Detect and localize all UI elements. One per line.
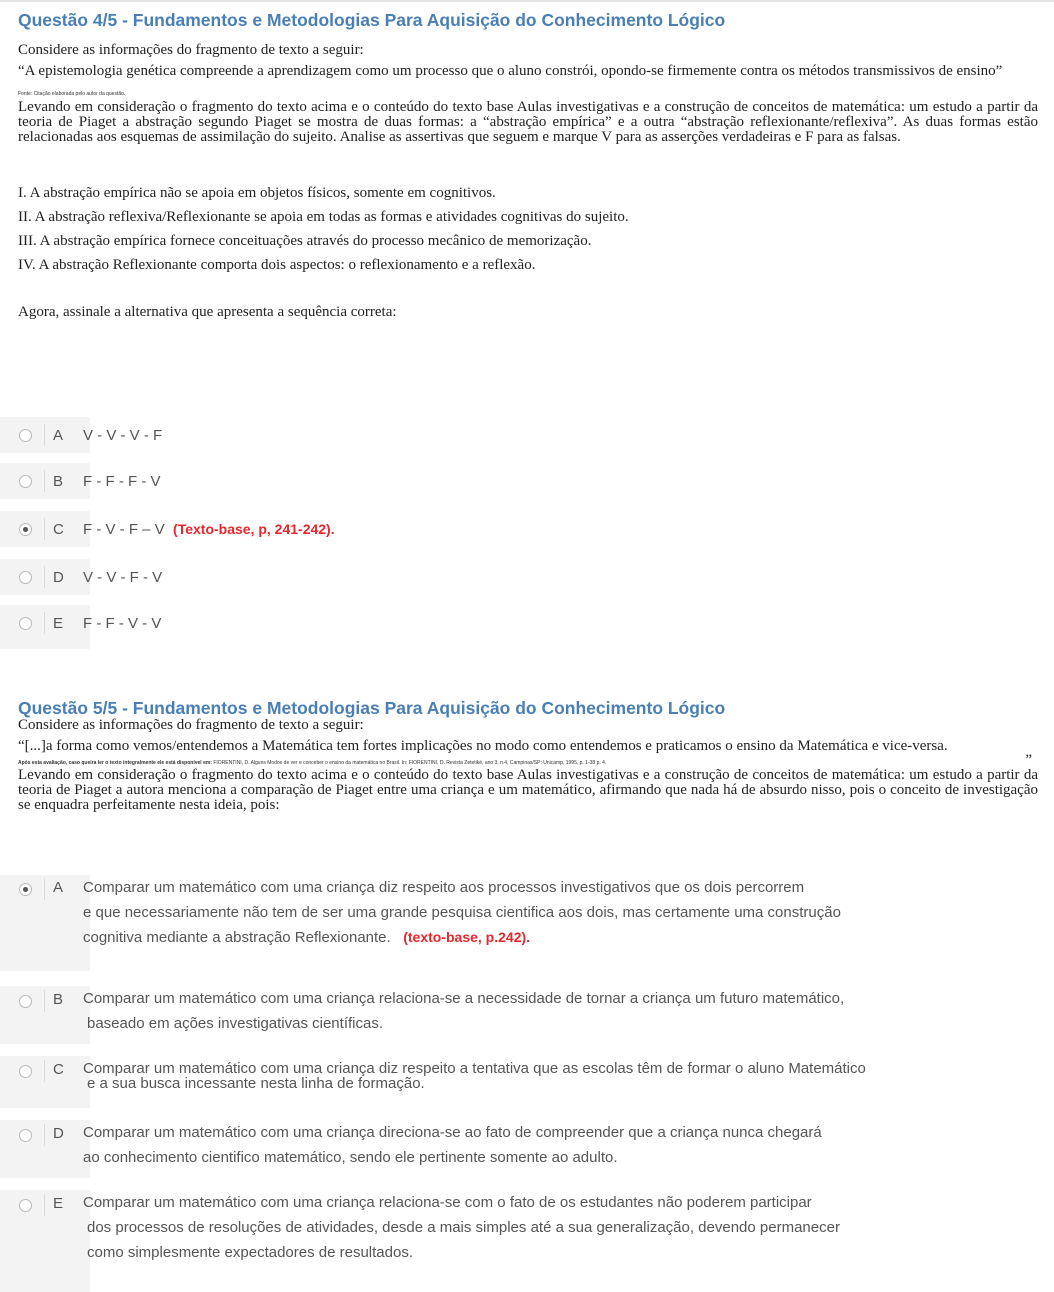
option-5a-letter: A [53, 879, 64, 896]
radio-4b[interactable] [19, 475, 32, 488]
question-5 [18, 698, 1038, 813]
question-5-body: Levando em consideração o fragmento do texto acima e o conteúdo do texto base Aulas investigativas e a construção de conceitos de matemática: um estudo a partir da teoria de Piaget a autora menciona a comparação de Piaget entre uma criança e um matemático, afirmando que nada há de absurdo nisso, pois o conceito de investigação se enquadra perfeitamente nesta ideia, pois: [18, 767, 1038, 813]
option-4c-text [83, 521, 335, 538]
option-5e-line-2: dos processos de resoluções de atividades, desde a mais simples até a sua generalização, devendo permanecer [87, 1219, 840, 1236]
option-4d-letter: D [53, 568, 64, 586]
option-5d-line-2: ao conhecimento cientifico matemático, sendo ele pertinente somente ao adulto. [83, 1149, 618, 1166]
option-5d-letter: D [53, 1125, 64, 1142]
question-4-statements [18, 186, 1038, 273]
radio-separator [44, 470, 45, 492]
radio-4c-selected[interactable] [19, 523, 32, 536]
question-5-intro: Considere as informações do fragmento de texto a seguir: [18, 717, 364, 733]
option-5d-text [83, 1120, 822, 1170]
option-4d[interactable] [0, 559, 1040, 595]
option-5e-text [83, 1190, 840, 1265]
option-4a-letter: A [53, 426, 64, 444]
option-5c-text [83, 1061, 866, 1091]
option-5e-line-3: como simplesmente expectadores de resultados. [87, 1244, 414, 1261]
statement-2: II. A abstração reflexiva/Reflexionante se apoia em todas as formas e atividades cognitivas do sujeito. [18, 209, 629, 225]
option-5d[interactable] [0, 1120, 1040, 1170]
option-5c[interactable] [0, 1056, 1040, 1091]
option-4c-value: F - V - F – V [83, 520, 165, 538]
option-4b-text: F - F - F - V [83, 472, 161, 490]
question-5-title: Questão 5/5 - Fundamentos e Metodologias Para Aquisição do Conhecimento Lógico [18, 698, 726, 718]
radio-separator [44, 566, 45, 588]
option-4e-letter: E [53, 614, 64, 632]
option-4c-letter: C [53, 520, 64, 538]
option-4c[interactable] [0, 511, 1040, 547]
radio-separator [44, 990, 45, 1012]
option-5d-line-1: Comparar um matemático com uma criança direciona-se ao fato de compreender que a criança nunca chegará [83, 1124, 822, 1141]
question-5-source [18, 760, 1038, 766]
option-5b[interactable] [0, 986, 1040, 1036]
question-5-quote: “[...]a forma como vemos/entendemos a Matemática tem fortes implicações no modo como entendemos e praticamos o ensino da Matemática e vice-versa. [18, 738, 948, 754]
radio-5e[interactable] [19, 1199, 32, 1212]
option-5b-text [83, 986, 844, 1036]
option-5e-letter: E [53, 1195, 64, 1212]
radio-separator [44, 878, 45, 900]
option-5a-line-3 [83, 925, 841, 950]
option-5c-letter: C [53, 1061, 64, 1078]
option-5a-text [83, 875, 841, 950]
question-4-title: Questão 4/5 - Fundamentos e Metodologias Para Aquisição do Conhecimento Lógico [18, 10, 726, 30]
question-4-intro: Considere as informações do fragmento de texto a seguir: [18, 42, 364, 58]
question-4-source: Fonte: Citação elaborada pelo autor da questão. [18, 91, 126, 97]
option-5e-line-1: Comparar um matemático com uma criança relaciona-se com o fato de os estudantes não poderem participar [83, 1194, 812, 1211]
radio-separator [44, 612, 45, 634]
option-5a-line-1: Comparar um matemático com uma criança diz respeito aos processos investigativos que os dois percorrem [83, 879, 805, 896]
option-5b-line-1: Comparar um matemático com uma criança relaciona-se a necessidade de tornar a criança um futuro matemático, [83, 990, 845, 1007]
statement-3: III. A abstração empírica fornece conceituações através do processo mecânico de memorização. [18, 233, 592, 249]
top-divider [0, 0, 1054, 2]
option-4a[interactable] [0, 417, 1040, 453]
question-4 [18, 10, 1038, 320]
option-4e[interactable] [0, 605, 1040, 649]
question-4-prompt: Agora, assinale a alternativa que apresenta a sequência correta: [18, 304, 397, 320]
option-5a-line-2: e que necessariamente não tem de ser uma grande pesquisa cientifica aos dois, mas certamente uma construção [83, 904, 841, 921]
radio-4a[interactable] [19, 429, 32, 442]
radio-separator [44, 1060, 45, 1082]
option-5b-line-2: baseado em ações investigativas científicas. [87, 1015, 383, 1032]
option-4e-text: F - F - V - V [83, 614, 162, 632]
statement-4: IV. A abstração Reflexionante comporta dois aspectos: o reflexionamento e a reflexão. [18, 257, 536, 273]
question-5-source-lead: Após esta avaliação, caso queira ler o texto integralmente ele está disponível em: [18, 760, 212, 766]
option-4c-reference: (Texto-base, p, 241-242). [173, 520, 335, 537]
radio-5a-selected[interactable] [19, 883, 32, 896]
option-4a-text: V - V - V - F [83, 426, 163, 444]
option-5b-letter: B [53, 991, 64, 1008]
radio-separator [44, 1194, 45, 1216]
option-4b-letter: B [53, 472, 64, 490]
radio-separator [44, 424, 45, 446]
radio-5d[interactable] [19, 1129, 32, 1142]
question-5-source-ref: FIORENTINI, D. Alguns Modos de ver e conceber o ensino da matemática no Brasil. In: FIORENTINI, D. Revista Zetetiké, ano 3, n.4, Campinas/SP: Unicamp, 1995, p. 1-38 p. 4. [213, 760, 607, 766]
option-5a[interactable] [0, 875, 1040, 950]
radio-4e[interactable] [19, 617, 32, 630]
option-4d-text: V - V - F - V [83, 568, 163, 586]
radio-4d[interactable] [19, 571, 32, 584]
question-4-quote: “A epistemologia genética compreende a aprendizagem como um processo que o aluno constrói, opondo-se firmemente contra os métodos transmissivos de ensino” [18, 63, 1003, 79]
question-5-quote-close: ” [1025, 752, 1032, 768]
statement-1: I. A abstração empírica não se apoia em objetos físicos, somente em cognitivos. [18, 185, 496, 201]
radio-5b[interactable] [19, 995, 32, 1008]
radio-separator [44, 1124, 45, 1146]
option-5a-line-3-text: cognitiva mediante a abstração Reflexionante. [83, 929, 391, 946]
option-5a-reference: (texto-base, p.242). [403, 929, 531, 945]
option-4b[interactable] [0, 463, 1040, 499]
option-5c-line-2: e a sua busca incessante nesta linha de formação. [87, 1075, 425, 1092]
option-5e[interactable] [0, 1190, 1040, 1265]
radio-5c[interactable] [19, 1065, 32, 1078]
option-5c-line-1: Comparar um matemático com uma criança diz respeito a tentativa que as escolas têm de formar o aluno Matemático [83, 1060, 866, 1077]
radio-separator [44, 518, 45, 540]
question-4-body: Levando em consideração o fragmento do texto acima e o conteúdo do texto base Aulas investigativas e a construção de conceitos de matemática: um estudo a partir da teoria de Piaget a abstração segundo Piaget se mostra de duas formas: a “abstração empírica” e a outra “abstração reflexionante/reflexiva”. As duas formas estão relacionadas aos esquemas de assimilação do sujeito. Analise as assertivas que seguem e marque V para as asserções verdadeiras e F para as falsas. [18, 99, 1038, 145]
